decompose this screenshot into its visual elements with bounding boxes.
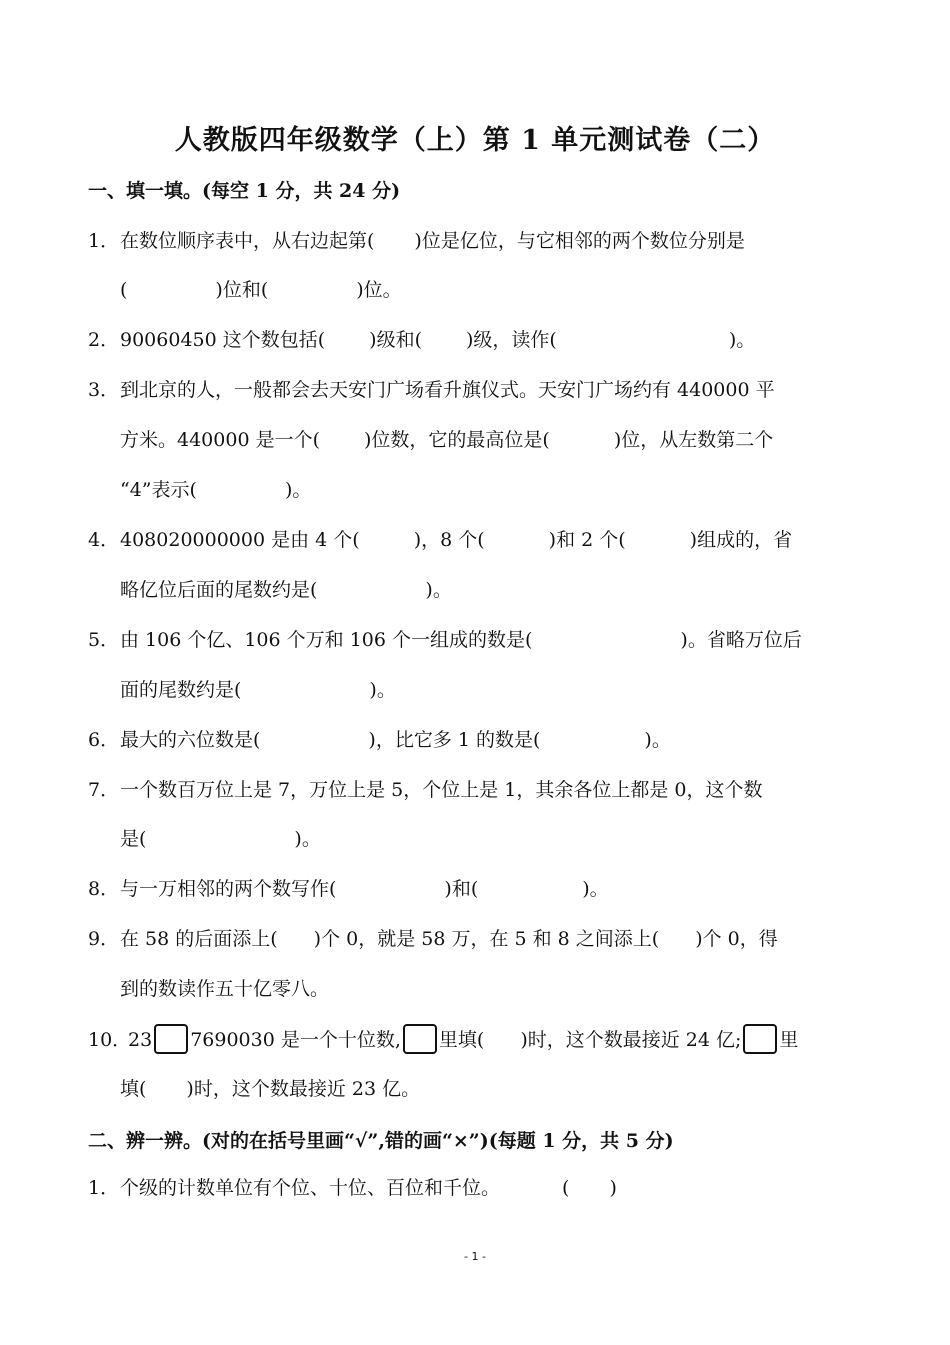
section-2-heading: 二、辨一辨。(对的在括号里画“√”,错的画“×”)(每题 1 分，共 5 分) [88, 1130, 674, 1152]
question-text: )位，从左数第二个 [613, 429, 774, 451]
question-1-line-2 [120, 277, 402, 303]
question-3-line-2 [120, 427, 773, 453]
question-text: )组成的，省 [689, 529, 793, 551]
question-text: 与一万相邻的两个数写作( [120, 878, 337, 900]
question-9-line-2 [120, 976, 329, 1002]
question-number: 1． [88, 1177, 120, 1199]
question-3-line-3 [120, 477, 311, 503]
question-text: )时，这个数最接近 24 亿; [520, 1029, 742, 1051]
question-8-line-1 [88, 876, 609, 902]
question-text: )个 0，就是 58 万，在 5 和 8 之间添上( [313, 928, 660, 950]
question-text: )。 [425, 579, 452, 601]
question-text: )级，读作( [466, 329, 557, 351]
question-number: 2． [88, 329, 120, 351]
question-2-line-1 [88, 327, 755, 353]
question-text: 个级的计数单位有个位、十位、百位和千位。 [120, 1177, 501, 1199]
question-number: 5． [88, 629, 120, 651]
question-text: )和( [444, 878, 479, 900]
question-text: 408020000000 是由 4 个( [120, 529, 360, 551]
answer-bracket-open: ( [562, 1177, 570, 1199]
question-text: 由 106 个亿、106 个万和 106 个一组成的数是( [120, 629, 533, 651]
question-text: )。 [644, 729, 671, 751]
question-text: 面的尾数约是( [120, 679, 242, 701]
question-6-line-1 [88, 727, 671, 753]
question-text: 一个数百万位上是 7，万位上是 5，个位上是 1，其余各位上都是 0，这个数 [120, 779, 763, 801]
question-5-line-1 [88, 627, 802, 653]
page-title: 人教版四年级数学（上）第 1 单元测试卷（二） [174, 125, 776, 156]
answer-box[interactable] [154, 1024, 188, 1054]
question-9-line-1 [88, 926, 778, 952]
question-text: 填( [120, 1078, 147, 1100]
question-7-line-2 [120, 826, 321, 852]
question-text: )时，这个数最接近 23 亿。 [186, 1078, 421, 1100]
question-text: 略亿位后面的尾数约是( [120, 579, 318, 601]
question-text: )位和( [215, 279, 269, 301]
judge-question-1 [88, 1175, 617, 1201]
question-text: 里填( [438, 1029, 485, 1051]
question-text: )。 [582, 878, 609, 900]
question-text: )和 2 个( [548, 529, 626, 551]
question-text: 在数位顺序表中，从右边起第( [120, 230, 375, 252]
question-text: )。 [284, 479, 312, 501]
question-text: )。 [294, 828, 321, 850]
question-text: )，比它多 1 的数是( [368, 729, 541, 751]
answer-box[interactable] [743, 1024, 777, 1054]
question-text: )位是亿位，与它相邻的两个数位分别是 [414, 230, 745, 252]
question-number: 8． [88, 878, 120, 900]
question-text: 90060450 这个数包括( [120, 329, 326, 351]
question-text: 7690030 是一个十位数, [190, 1029, 401, 1051]
question-text: “4”表示( [120, 479, 197, 501]
question-number: 4． [88, 529, 120, 551]
section-1-heading: 一、填一填。(每空 1 分，共 24 分) [88, 180, 401, 202]
question-text: 最大的六位数是( [120, 729, 261, 751]
question-number: 9． [88, 928, 120, 950]
question-text: 23 [128, 1029, 153, 1051]
question-5-line-2 [120, 677, 396, 703]
question-1-line-1 [88, 228, 745, 254]
question-number: 1． [88, 230, 120, 252]
question-10-line-1 [88, 1026, 798, 1056]
question-number: 7． [88, 779, 120, 801]
question-text: )个 0，得 [695, 928, 778, 950]
question-number: 10． [88, 1029, 132, 1051]
question-number: 3． [88, 379, 120, 401]
question-text: ( [120, 279, 128, 301]
question-text: )位。 [356, 279, 402, 301]
question-4-line-1 [88, 527, 792, 553]
question-text: 里 [779, 1029, 799, 1051]
question-4-line-2 [120, 577, 452, 603]
question-text: )。 [728, 329, 756, 351]
question-10-line-2 [120, 1076, 420, 1102]
question-text: )级和( [369, 329, 422, 351]
answer-bracket-close: ) [609, 1177, 617, 1199]
question-7-line-1 [88, 777, 763, 803]
question-text: )。省略万位后 [680, 629, 802, 651]
question-3-line-1 [88, 377, 775, 403]
question-number: 6． [88, 729, 120, 751]
question-text: 方米。440000 是一个( [120, 429, 320, 451]
question-text: )位数，它的最高位是( [363, 429, 550, 451]
question-text: 到的数读作五十亿零八。 [120, 978, 330, 1000]
question-text: )，8 个( [413, 529, 485, 551]
question-text: 是( [120, 828, 147, 850]
question-text: 到北京的人，一般都会去天安门广场看升旗仪式。天安门广场约有 440000 平 [120, 379, 775, 401]
question-text: 在 58 的后面添上( [120, 928, 278, 950]
page-number: - 1 - [464, 1250, 486, 1263]
answer-box[interactable] [403, 1024, 437, 1054]
question-text: )。 [369, 679, 396, 701]
